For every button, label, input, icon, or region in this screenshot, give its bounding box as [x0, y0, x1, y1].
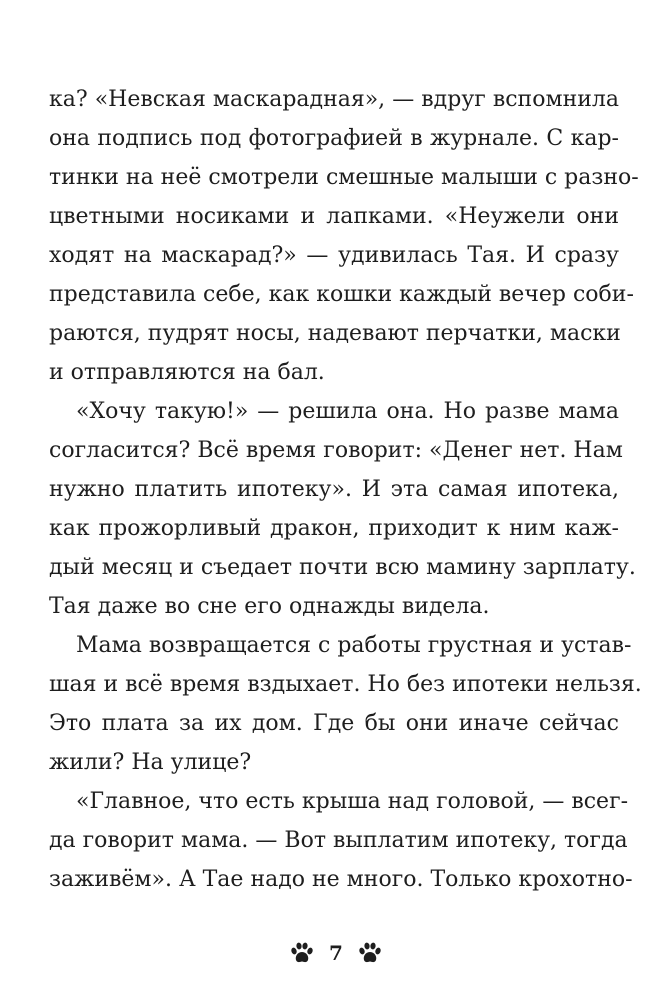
page-number: 7: [329, 941, 343, 965]
text-line: представила себе, как кошки каждый вечер соби-: [49, 282, 634, 307]
text-line: «Главное, что есть крыша над головой, — всег-: [76, 789, 629, 814]
text-line: ходят на маскарад?» — удивилась Тая. И сразу: [49, 243, 619, 268]
text-line: согласится? Всё время говорит: «Денег нет. Нам: [49, 438, 623, 463]
text-line: и отправляются на бал.: [49, 360, 325, 385]
text-line: она подпись под фотографией в журнале. С кар-: [49, 126, 619, 151]
paw-print-icon: [357, 941, 383, 965]
paw-print-icon: [289, 941, 315, 965]
text-line: шая и всё время вздыхает. Но без ипотеки нельзя.: [49, 672, 642, 697]
page-footer: [0, 938, 672, 968]
text-line: «Хочу такую!» — решила она. Но разве мама: [76, 399, 619, 424]
text-line: жили? На улице?: [49, 750, 252, 775]
text-line: заживём». А Тае надо не много. Только крохотно-: [49, 867, 633, 892]
text-line: Это плата за их дом. Где бы они иначе сейчас: [49, 711, 619, 736]
text-line: ка? «Невская маскарадная», — вдруг вспомнила: [49, 87, 619, 112]
text-line: тинки на неё смотрели смешные малыши с разно-: [49, 165, 639, 190]
text-line: Мама возвращается с работы грустная и устав-: [76, 633, 632, 658]
text-line: цветными носиками и лапками. «Неужели они: [49, 204, 619, 229]
text-line: дый месяц и съедает почти всю мамину зарплату.: [49, 555, 636, 580]
text-line: да говорит мама. — Вот выплатим ипотеку, тогда: [49, 828, 628, 853]
text-line: нужно платить ипотеку». И эта самая ипотека,: [49, 477, 619, 502]
text-line: как прожорливый дракон, приходит к ним каж-: [49, 516, 619, 541]
text-line: Тая даже во сне его однажды видела.: [49, 594, 490, 619]
text-line: раются, пудрят носы, надевают перчатки, маски: [49, 321, 621, 346]
